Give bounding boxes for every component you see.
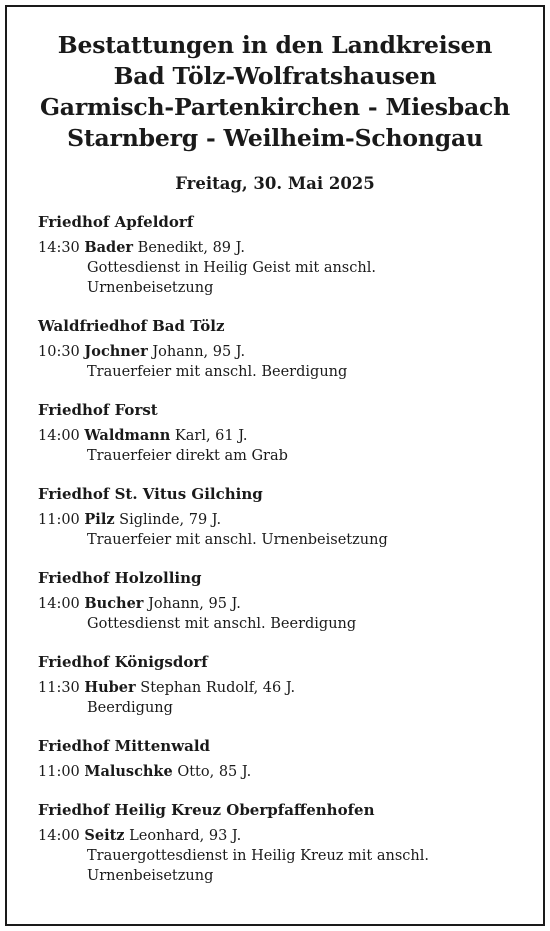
cemetery-name: Friedhof Mittenwald — [38, 737, 211, 755]
burial-entry — [38, 426, 518, 466]
entry-line — [38, 678, 518, 698]
entry-description: Beerdigung — [87, 700, 173, 716]
title-line: Bestattungen in den Landkreisen — [57, 31, 493, 59]
cemetery-section — [38, 315, 518, 382]
cemetery-name: Friedhof Apfeldorf — [38, 213, 194, 231]
entry-line — [38, 762, 518, 782]
entry-line — [38, 238, 518, 258]
cemetery-section — [38, 567, 518, 634]
entry-surname: Pilz — [84, 511, 115, 528]
entry-given-name-age: Leonhard, 93 J. — [129, 828, 242, 844]
cemetery-sections — [38, 211, 518, 903]
cemetery-section — [38, 211, 518, 298]
entry-description: Trauerfeier mit anschl. Beerdigung — [87, 364, 348, 380]
cemetery-name: Friedhof Forst — [38, 401, 158, 419]
entry-given-name-age: Stephan Rudolf, 46 J. — [140, 680, 296, 696]
burial-entry — [38, 826, 518, 886]
title-line: Garmisch-Partenkirchen - Miesbach — [39, 93, 511, 121]
entry-description: Gottesdienst in Heilig Geist mit anschl. — [87, 260, 376, 276]
entry-time: 11:00 — [38, 764, 80, 780]
date-line: Freitag, 30. Mai 2025 — [175, 174, 375, 193]
entry-description: Gottesdienst mit anschl. Beerdigung — [87, 616, 357, 632]
entry-given-name-age: Johann, 95 J. — [148, 596, 241, 612]
entry-surname: Jochner — [84, 343, 148, 360]
entry-description: Trauerfeier mit anschl. Urnenbeisetzung — [87, 532, 388, 548]
title-line: Starnberg - Weilheim-Schongau — [67, 124, 483, 152]
cemetery-name: Waldfriedhof Bad Tölz — [38, 317, 225, 335]
entry-time: 14:00 — [38, 428, 80, 444]
cemetery-name: Friedhof Königsdorf — [38, 653, 208, 671]
entry-given-name-age: Benedikt, 89 J. — [137, 240, 245, 256]
entry-line — [38, 510, 518, 530]
header — [0, 30, 550, 154]
entry-surname: Seitz — [84, 827, 125, 844]
cemetery-section — [38, 799, 518, 886]
entry-time: 10:30 — [38, 344, 80, 360]
entry-time: 11:00 — [38, 512, 80, 528]
entry-description: Urnenbeisetzung — [87, 868, 214, 884]
entry-surname: Bucher — [84, 595, 144, 612]
cemetery-section — [38, 735, 518, 782]
entry-line — [38, 594, 518, 614]
burial-entry — [38, 762, 518, 782]
cemetery-section — [38, 399, 518, 466]
burial-entry — [38, 510, 518, 550]
entry-description: Trauerfeier direkt am Grab — [87, 448, 288, 464]
entry-surname: Maluschke — [84, 763, 173, 780]
burial-entry — [38, 678, 518, 718]
cemetery-section — [38, 483, 518, 550]
entry-line — [38, 342, 518, 362]
entry-description: Urnenbeisetzung — [87, 280, 214, 296]
entry-time: 14:30 — [38, 240, 80, 256]
entry-given-name-age: Karl, 61 J. — [174, 428, 248, 444]
entry-given-name-age: Otto, 85 J. — [177, 764, 252, 780]
cemetery-name: Friedhof Holzolling — [38, 569, 202, 587]
burial-entry — [38, 342, 518, 382]
entry-line — [38, 426, 518, 446]
entry-time: 14:00 — [38, 596, 80, 612]
burial-entry — [38, 594, 518, 634]
cemetery-name: Friedhof St. Vitus Gilching — [38, 485, 263, 503]
entry-description: Trauergottesdienst in Heilig Kreuz mit anschl. — [87, 848, 430, 864]
entry-line — [38, 826, 518, 846]
entry-surname: Huber — [84, 679, 136, 696]
entry-given-name-age: Siglinde, 79 J. — [119, 512, 222, 528]
cemetery-name: Friedhof Heilig Kreuz Oberpfaffenhofen — [38, 801, 375, 819]
entry-time: 11:30 — [38, 680, 80, 696]
cemetery-section — [38, 651, 518, 718]
burial-entry — [38, 238, 518, 298]
entry-time: 14:00 — [38, 828, 80, 844]
entry-given-name-age: Johann, 95 J. — [152, 344, 246, 360]
title-line: Bad Tölz-Wolfratshausen — [113, 62, 437, 90]
entry-surname: Waldmann — [84, 427, 171, 444]
entry-surname: Bader — [84, 239, 134, 256]
